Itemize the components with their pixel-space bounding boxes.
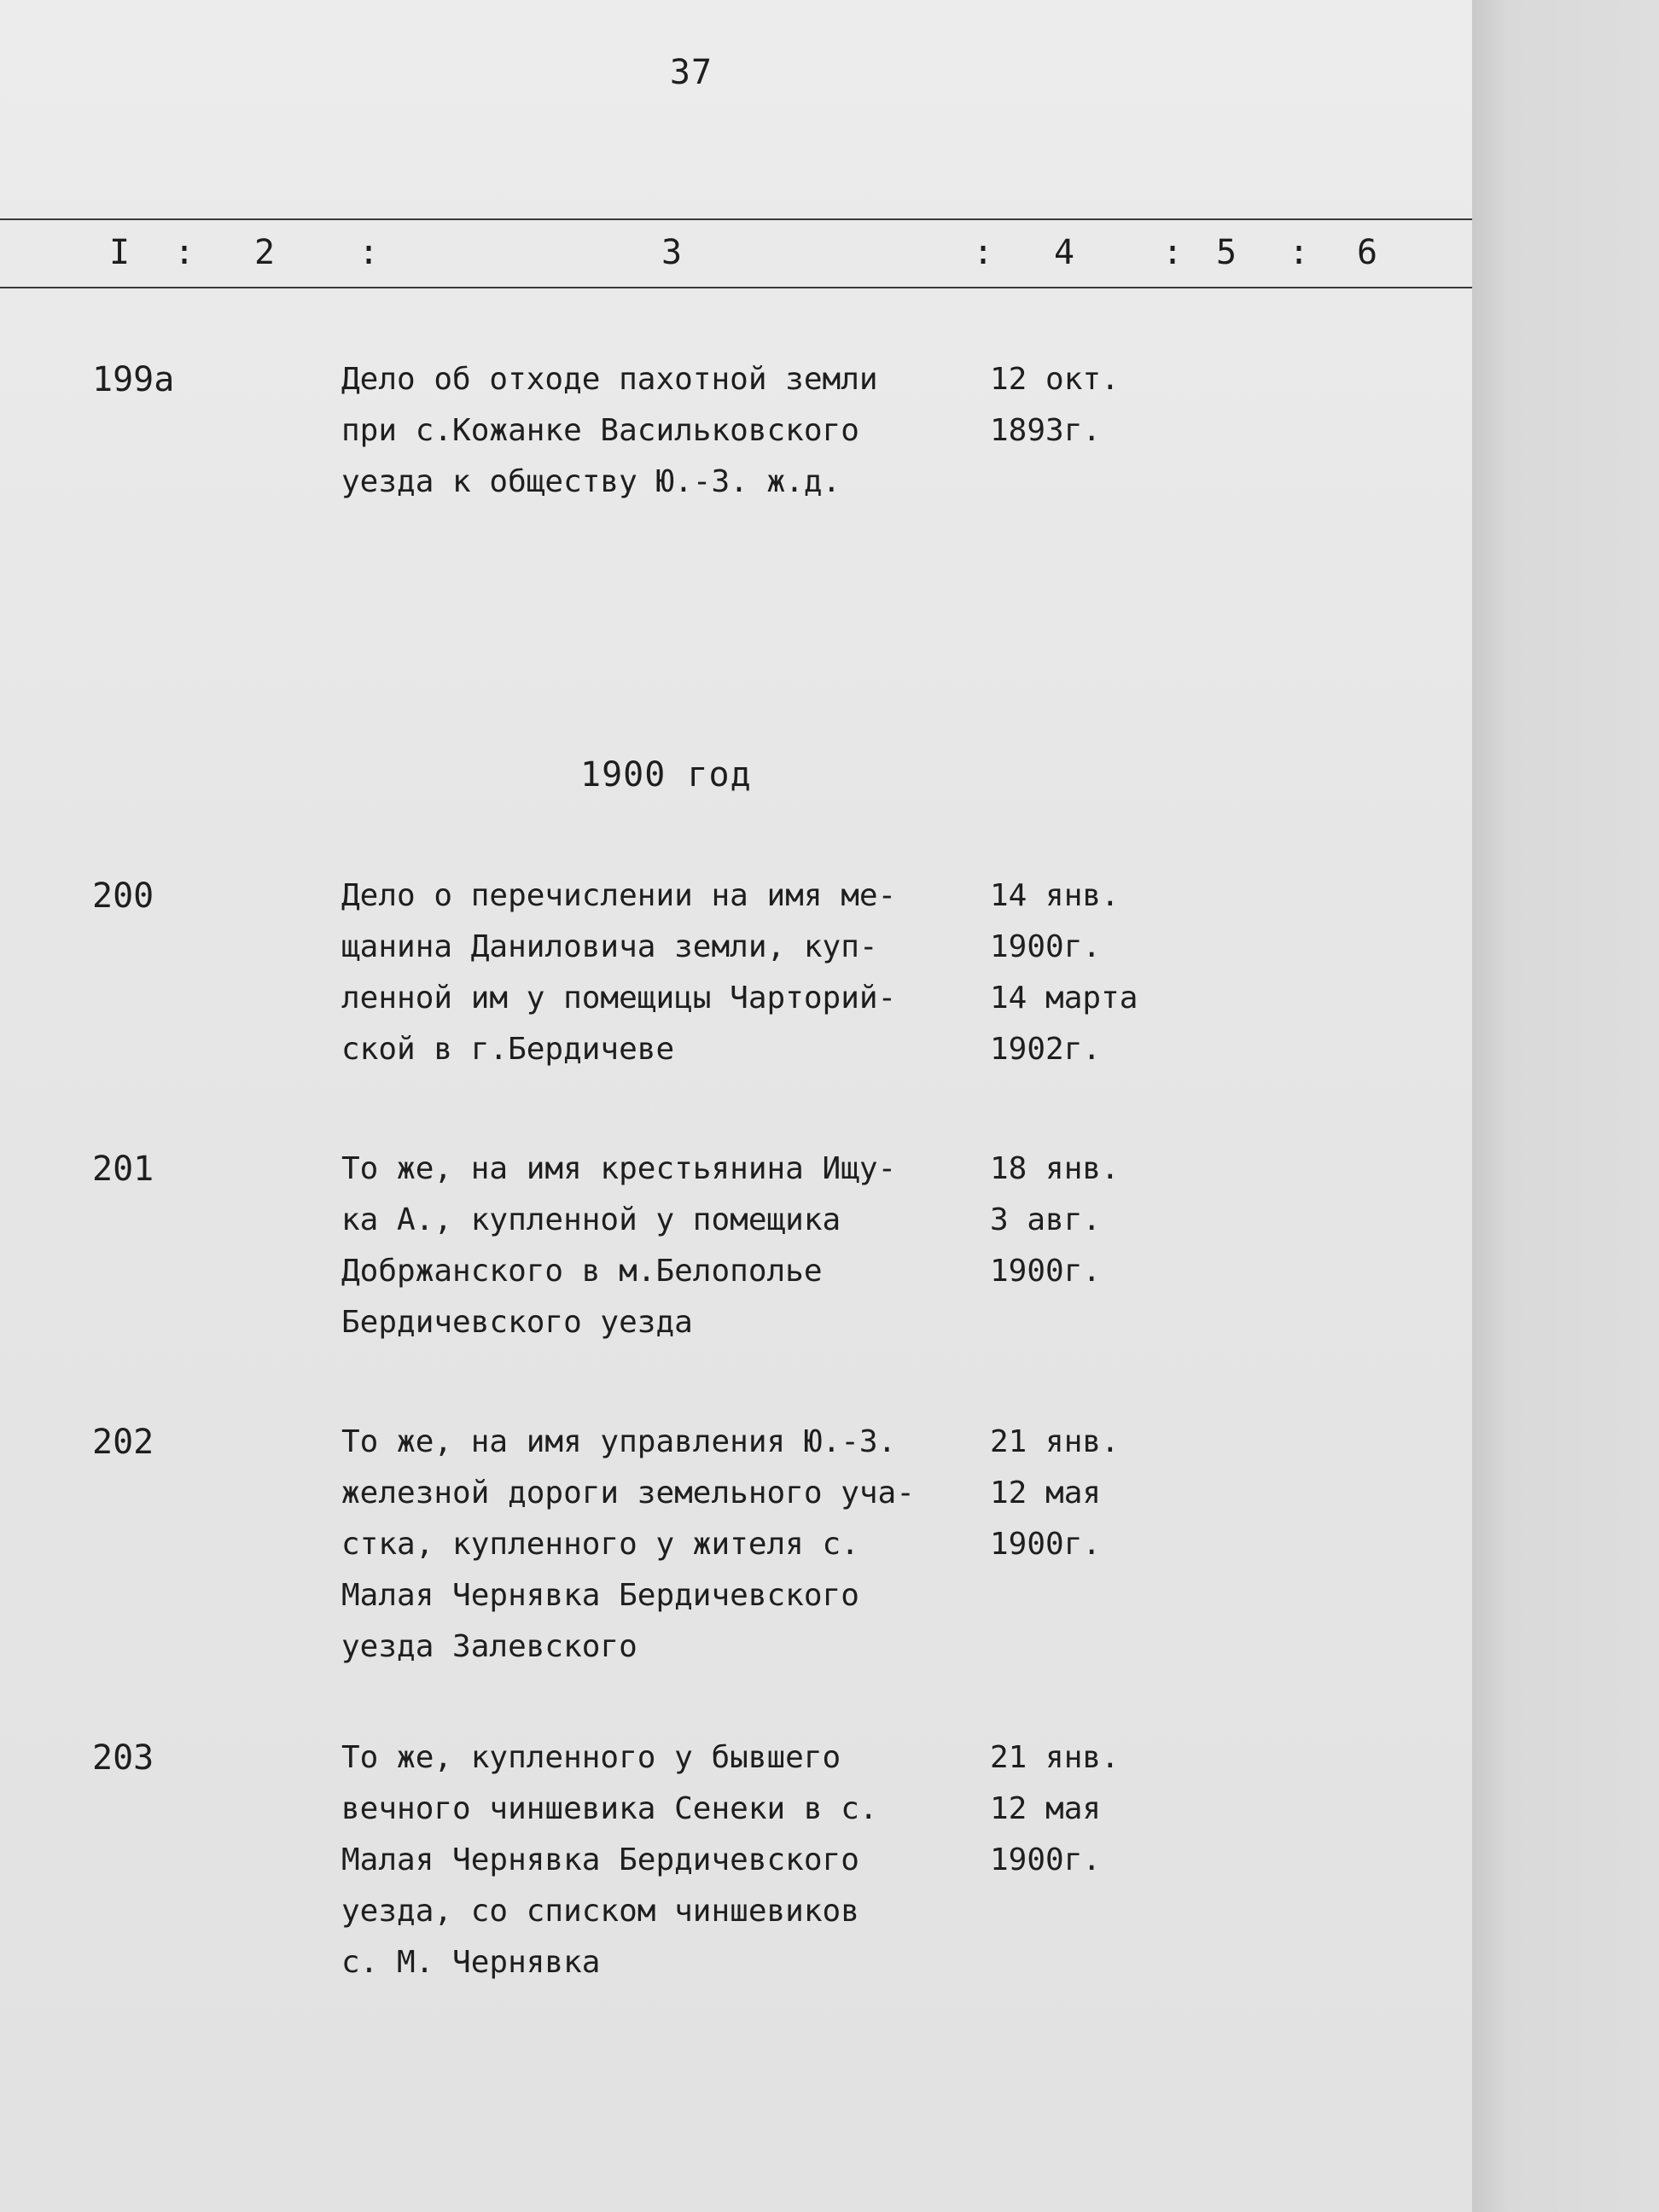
column-separator: : [1162,233,1184,272]
date-line: 12 мая [990,1476,1102,1511]
date-line: 1900г. [990,929,1102,964]
column-header: 4 [1054,233,1075,272]
description-line: Дело о перечислении на имя ме- [341,878,897,913]
column-separator: : [358,233,380,272]
date-line: 14 марта [990,981,1138,1016]
description-line: Добржанского в м.Белополье [341,1254,823,1289]
description-line: уезда, со списком чиншевиков [341,1894,859,1929]
entry-number: 201 [92,1150,154,1189]
date-line: 21 янв. [990,1424,1120,1459]
date-line: 1900г. [990,1254,1102,1289]
description-line: Малая Чернявка Бердичевского [341,1578,859,1613]
description-line: То же, на имя управления Ю.-З. [341,1424,897,1459]
entry-number: 199а [92,360,175,399]
description-line: с. М. Чернявка [341,1945,601,1980]
entry-description [341,354,990,508]
date-line: 1893г. [990,413,1102,448]
column-separator: : [973,233,994,272]
date-line: 1902г. [990,1032,1102,1067]
column-header: 3 [661,233,683,272]
description-line: Дело об отходе пахотной земли [341,362,878,397]
date-line: 12 окт. [990,362,1120,397]
description-line: ленной им у помещицы Чарторий- [341,981,897,1016]
entry-dates [990,1417,1178,1570]
page-edge [1472,0,1659,2212]
column-header: 6 [1357,233,1378,272]
entry-description [341,1144,990,1348]
date-line: 18 янв. [990,1151,1120,1186]
description-line: уезда Залевского [341,1629,637,1664]
column-header: 2 [254,233,276,272]
date-line: 1900г. [990,1527,1102,1562]
date-line: 21 янв. [990,1740,1120,1775]
header-rule-bottom [0,287,1472,288]
description-line: щанина Даниловича земли, куп- [341,929,878,964]
description-line: То же, на имя крестьянина Ищу- [341,1151,897,1186]
header-rule-top [0,218,1472,220]
description-line: вечного чиншевика Сенеки в с. [341,1791,878,1826]
description-line: То же, купленного у бывшего [341,1740,841,1775]
description-line: уезда к обществу Ю.-З. ж.д. [341,464,841,499]
description-line: Малая Чернявка Бердичевского [341,1842,859,1877]
description-line: ской в г.Бердичеве [341,1032,675,1067]
date-line: 14 янв. [990,878,1120,913]
column-separator: : [174,233,195,272]
description-line: железной дороги земельного уча- [341,1476,915,1511]
entry-description [341,870,990,1075]
entry-number: 203 [92,1738,154,1778]
entry-description [341,1732,990,1988]
column-header: I [109,233,131,272]
entry-number: 202 [92,1423,154,1462]
entry-dates [990,354,1178,457]
column-header: 5 [1216,233,1237,272]
column-separator: : [1289,233,1310,272]
entry-number: 200 [92,876,154,916]
entry-dates [990,870,1178,1075]
date-line: 3 авг. [990,1202,1102,1237]
description-line: стка, купленного у жителя с. [341,1527,859,1562]
page-number: 37 [669,53,713,92]
section-title: 1900 год [580,755,752,795]
description-line: при с.Кожанке Васильковского [341,413,859,448]
description-line: Бердичевского уезда [341,1305,693,1340]
date-line: 12 мая [990,1791,1102,1826]
entry-description [341,1417,990,1673]
description-line: ка А., купленной у помещика [341,1202,841,1237]
entry-dates [990,1732,1178,1886]
date-line: 1900г. [990,1842,1102,1877]
entry-dates [990,1144,1178,1297]
